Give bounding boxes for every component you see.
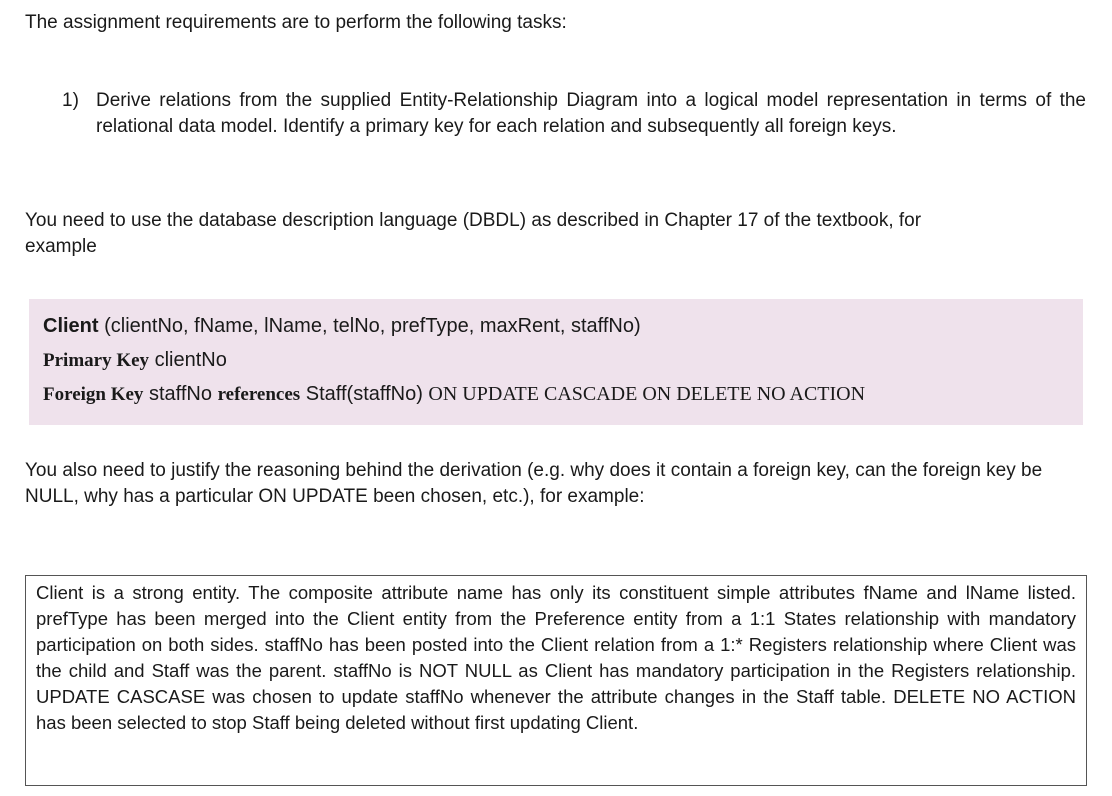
fk-constraints: ON UPDATE CASCADE ON DELETE NO ACTION — [428, 383, 866, 405]
references-target: Staff(staffNo) — [305, 383, 423, 405]
dbdl-primary-key-line — [43, 343, 1069, 377]
task-text: Derive relations from the supplied Entity-Relationship Diagram into a logical model representation in terms of the relational data model. Identify a primary key for each relation and subsequently all foreign keys. — [96, 90, 1086, 137]
primary-key-value: clientNo — [154, 349, 227, 371]
dbdl-example-box — [29, 299, 1083, 425]
task-number: 1) — [62, 90, 79, 111]
references-label: references — [217, 384, 301, 405]
dbdl-relation-line — [43, 309, 1069, 343]
foreign-key-label: Foreign Key — [43, 384, 144, 405]
dbdl-entity-name: Client — [43, 315, 99, 337]
dbdl-attributes: (clientNo, fName, lName, telNo, prefType, maxRent, staffNo) — [104, 315, 641, 337]
primary-key-label: Primary Key — [43, 350, 150, 371]
foreign-key-attr: staffNo — [149, 383, 212, 405]
dbdl-instruction: You need to use the database description language (DBDL) as described in Chapter 17 of the textbook, for example — [25, 210, 922, 257]
dbdl-foreign-key-line — [43, 377, 1069, 411]
task-list-item — [62, 88, 1086, 140]
justification-example-box: Client is a strong entity. The composite attribute name has only its constituent simple attributes fName and lName listed. prefType has been merged into the Client entity from the Preference entity from a 1:1 States relationship with mandatory participation on both sides. staffNo has been posted into the Client relation from a 1:* Registers relationship where Client was the child and Staff was the parent. staffNo is NOT NULL as Client has mandatory participation in the Registers relationship. UPDATE CASCASE was chosen to update staffNo whenever the attribute changes in the Staff table. DELETE NO ACTION has been selected to stop Staff being deleted without first updating Client. — [25, 575, 1087, 786]
intro-text: The assignment requirements are to perform the following tasks: — [25, 12, 567, 33]
justification-instruction: You also need to justify the reasoning behind the derivation (e.g. why does it contain a foreign key, can the foreign key be NULL, why has a particular ON UPDATE been chosen, etc.), for example: — [25, 460, 1043, 507]
